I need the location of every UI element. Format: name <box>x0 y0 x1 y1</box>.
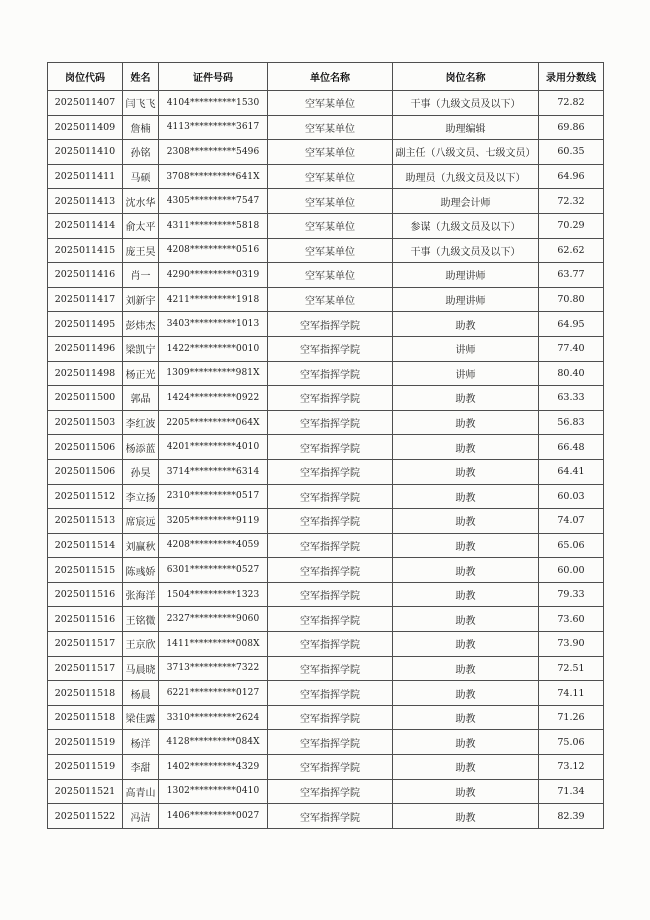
cell-score-line: 73.60 <box>539 607 604 632</box>
cell-position-code: 2025011496 <box>48 336 123 361</box>
cell-position-code: 2025011409 <box>48 115 123 140</box>
table-body <box>48 91 604 829</box>
cell-score-line: 72.51 <box>539 656 604 681</box>
cell-id-number: 2310**********0517 <box>159 484 268 509</box>
header-row <box>48 63 604 91</box>
cell-position-code: 2025011415 <box>48 238 123 263</box>
cell-position-code: 2025011417 <box>48 287 123 312</box>
cell-unit-name: 空军某单位 <box>268 238 393 263</box>
cell-position-name: 参谋（九级文员及以下） <box>393 213 539 238</box>
cell-position-code: 2025011512 <box>48 484 123 509</box>
recruitment-score-table <box>47 62 604 829</box>
cell-position-code: 2025011518 <box>48 681 123 706</box>
cell-id-number: 2308**********5496 <box>159 140 268 165</box>
cell-id-number: 4201**********4010 <box>159 435 268 460</box>
cell-id-number: 3310**********2624 <box>159 705 268 730</box>
cell-id-number: 1411**********008X <box>159 632 268 657</box>
cell-score-line: 64.96 <box>539 164 604 189</box>
cell-id-number: 4104**********1530 <box>159 91 268 116</box>
cell-unit-name: 空军指挥学院 <box>268 582 393 607</box>
cell-unit-name: 空军某单位 <box>268 189 393 214</box>
cell-position-code: 2025011522 <box>48 804 123 829</box>
cell-id-number: 4290**********0319 <box>159 263 268 288</box>
cell-name: 彭炜杰 <box>123 312 159 337</box>
cell-unit-name: 空军指挥学院 <box>268 607 393 632</box>
cell-score-line: 66.48 <box>539 435 604 460</box>
table-row <box>48 705 604 730</box>
cell-score-line: 63.77 <box>539 263 604 288</box>
cell-id-number: 4211**********1918 <box>159 287 268 312</box>
cell-score-line: 69.86 <box>539 115 604 140</box>
cell-name: 杨晨 <box>123 681 159 706</box>
cell-name: 王京欣 <box>123 632 159 657</box>
cell-id-number: 1402**********4329 <box>159 755 268 780</box>
table-row <box>48 164 604 189</box>
table-row <box>48 459 604 484</box>
cell-unit-name: 空军指挥学院 <box>268 705 393 730</box>
cell-position-name: 助教 <box>393 607 539 632</box>
cell-position-code: 2025011517 <box>48 632 123 657</box>
cell-position-name: 干事（九级文员及以下） <box>393 238 539 263</box>
cell-id-number: 1422**********0010 <box>159 336 268 361</box>
cell-position-code: 2025011416 <box>48 263 123 288</box>
cell-unit-name: 空军指挥学院 <box>268 459 393 484</box>
cell-name: 杨添蓝 <box>123 435 159 460</box>
cell-id-number: 4113**********3617 <box>159 115 268 140</box>
table-row <box>48 238 604 263</box>
cell-unit-name: 空军某单位 <box>268 263 393 288</box>
table-row <box>48 656 604 681</box>
cell-position-code: 2025011514 <box>48 533 123 558</box>
cell-score-line: 73.90 <box>539 632 604 657</box>
cell-score-line: 62.62 <box>539 238 604 263</box>
cell-score-line: 73.12 <box>539 755 604 780</box>
cell-id-number: 3205**********9119 <box>159 509 268 534</box>
header-score-line: 录用分数线 <box>539 63 604 91</box>
cell-score-line: 70.80 <box>539 287 604 312</box>
cell-unit-name: 空军指挥学院 <box>268 533 393 558</box>
cell-name: 马晨晓 <box>123 656 159 681</box>
cell-id-number: 2327**********9060 <box>159 607 268 632</box>
cell-position-name: 助理讲师 <box>393 263 539 288</box>
cell-position-name: 助教 <box>393 632 539 657</box>
cell-id-number: 1504**********1323 <box>159 582 268 607</box>
cell-id-number: 1424**********0922 <box>159 386 268 411</box>
cell-score-line: 71.34 <box>539 779 604 804</box>
cell-position-name: 助教 <box>393 386 539 411</box>
cell-id-number: 6221**********0127 <box>159 681 268 706</box>
cell-score-line: 72.82 <box>539 91 604 116</box>
cell-name: 席宸远 <box>123 509 159 534</box>
cell-position-name: 助教 <box>393 459 539 484</box>
table-row <box>48 115 604 140</box>
cell-position-name: 助理会计师 <box>393 189 539 214</box>
cell-position-name: 助教 <box>393 656 539 681</box>
cell-id-number: 3403**********1013 <box>159 312 268 337</box>
table-row <box>48 632 604 657</box>
cell-unit-name: 空军某单位 <box>268 213 393 238</box>
cell-name: 孙昊 <box>123 459 159 484</box>
table-row <box>48 287 604 312</box>
cell-name: 郭晶 <box>123 386 159 411</box>
header-unit-name: 单位名称 <box>268 63 393 91</box>
cell-name: 庞王昊 <box>123 238 159 263</box>
cell-id-number: 4305**********7547 <box>159 189 268 214</box>
table-row <box>48 755 604 780</box>
cell-name: 杨正光 <box>123 361 159 386</box>
cell-id-number: 4208**********4059 <box>159 533 268 558</box>
cell-position-code: 2025011515 <box>48 558 123 583</box>
table-row <box>48 558 604 583</box>
cell-name: 张海洋 <box>123 582 159 607</box>
cell-id-number: 3714**********6314 <box>159 459 268 484</box>
table-row <box>48 140 604 165</box>
table-row <box>48 730 604 755</box>
cell-name: 肖一 <box>123 263 159 288</box>
cell-position-name: 助教 <box>393 484 539 509</box>
table-row <box>48 804 604 829</box>
cell-unit-name: 空军指挥学院 <box>268 656 393 681</box>
table-row <box>48 533 604 558</box>
header-position-name: 岗位名称 <box>393 63 539 91</box>
cell-position-name: 讲师 <box>393 361 539 386</box>
cell-position-name: 助教 <box>393 312 539 337</box>
cell-name: 梁佳露 <box>123 705 159 730</box>
cell-position-code: 2025011519 <box>48 755 123 780</box>
table-row <box>48 91 604 116</box>
cell-position-code: 2025011521 <box>48 779 123 804</box>
cell-position-code: 2025011414 <box>48 213 123 238</box>
cell-score-line: 70.29 <box>539 213 604 238</box>
cell-unit-name: 空军指挥学院 <box>268 779 393 804</box>
cell-unit-name: 空军指挥学院 <box>268 336 393 361</box>
cell-unit-name: 空军某单位 <box>268 287 393 312</box>
cell-unit-name: 空军指挥学院 <box>268 804 393 829</box>
cell-name: 梁凯宁 <box>123 336 159 361</box>
cell-position-code: 2025011410 <box>48 140 123 165</box>
cell-name: 杨洋 <box>123 730 159 755</box>
cell-position-name: 助教 <box>393 755 539 780</box>
cell-name: 詹楠 <box>123 115 159 140</box>
cell-id-number: 3708**********641X <box>159 164 268 189</box>
cell-position-code: 2025011513 <box>48 509 123 534</box>
table-row <box>48 213 604 238</box>
cell-unit-name: 空军指挥学院 <box>268 755 393 780</box>
cell-position-code: 2025011407 <box>48 91 123 116</box>
header-id-number: 证件号码 <box>159 63 268 91</box>
cell-score-line: 71.26 <box>539 705 604 730</box>
cell-score-line: 64.95 <box>539 312 604 337</box>
cell-unit-name: 空军指挥学院 <box>268 312 393 337</box>
cell-position-name: 助理编辑 <box>393 115 539 140</box>
cell-unit-name: 空军某单位 <box>268 115 393 140</box>
cell-position-name: 助教 <box>393 533 539 558</box>
cell-id-number: 3713**********7322 <box>159 656 268 681</box>
cell-position-code: 2025011506 <box>48 459 123 484</box>
cell-id-number: 4128**********084X <box>159 730 268 755</box>
cell-unit-name: 空军指挥学院 <box>268 509 393 534</box>
cell-id-number: 1406**********0027 <box>159 804 268 829</box>
cell-position-name: 助教 <box>393 779 539 804</box>
cell-position-name: 助教 <box>393 681 539 706</box>
cell-position-code: 2025011411 <box>48 164 123 189</box>
cell-position-code: 2025011517 <box>48 656 123 681</box>
cell-position-name: 助教 <box>393 509 539 534</box>
cell-score-line: 56.83 <box>539 410 604 435</box>
cell-name: 陈彧娇 <box>123 558 159 583</box>
cell-name: 俞太平 <box>123 213 159 238</box>
cell-position-name: 助理讲师 <box>393 287 539 312</box>
cell-name: 冯洁 <box>123 804 159 829</box>
cell-name: 李红波 <box>123 410 159 435</box>
cell-unit-name: 空军某单位 <box>268 140 393 165</box>
cell-position-name: 助教 <box>393 582 539 607</box>
cell-position-name: 助理员（九级文员及以下） <box>393 164 539 189</box>
table-row <box>48 386 604 411</box>
cell-position-code: 2025011516 <box>48 582 123 607</box>
cell-position-code: 2025011500 <box>48 386 123 411</box>
table-row <box>48 484 604 509</box>
cell-position-name: 助教 <box>393 558 539 583</box>
cell-score-line: 63.33 <box>539 386 604 411</box>
cell-score-line: 74.11 <box>539 681 604 706</box>
cell-position-name: 干事（九级文员及以下） <box>393 91 539 116</box>
cell-name: 孙铭 <box>123 140 159 165</box>
cell-name: 李立扬 <box>123 484 159 509</box>
cell-position-code: 2025011516 <box>48 607 123 632</box>
cell-id-number: 1309**********981X <box>159 361 268 386</box>
cell-name: 闫飞飞 <box>123 91 159 116</box>
cell-score-line: 74.07 <box>539 509 604 534</box>
cell-name: 马硕 <box>123 164 159 189</box>
table-row <box>48 312 604 337</box>
table-header <box>48 63 604 91</box>
cell-unit-name: 空军指挥学院 <box>268 386 393 411</box>
header-name: 姓名 <box>123 63 159 91</box>
cell-score-line: 82.39 <box>539 804 604 829</box>
cell-position-code: 2025011518 <box>48 705 123 730</box>
table-row <box>48 263 604 288</box>
cell-score-line: 65.06 <box>539 533 604 558</box>
header-position-code: 岗位代码 <box>48 63 123 91</box>
table-row <box>48 681 604 706</box>
cell-score-line: 60.35 <box>539 140 604 165</box>
cell-name: 高青山 <box>123 779 159 804</box>
cell-score-line: 60.00 <box>539 558 604 583</box>
cell-unit-name: 空军某单位 <box>268 91 393 116</box>
cell-score-line: 80.40 <box>539 361 604 386</box>
cell-name: 王铭微 <box>123 607 159 632</box>
cell-name: 刘赢秋 <box>123 533 159 558</box>
cell-position-name: 副主任（八级文员、七级文员） <box>393 140 539 165</box>
cell-id-number: 6301**********0527 <box>159 558 268 583</box>
cell-position-name: 助教 <box>393 705 539 730</box>
cell-score-line: 60.03 <box>539 484 604 509</box>
cell-score-line: 75.06 <box>539 730 604 755</box>
cell-position-name: 助教 <box>393 410 539 435</box>
cell-unit-name: 空军某单位 <box>268 164 393 189</box>
cell-position-code: 2025011413 <box>48 189 123 214</box>
cell-unit-name: 空军指挥学院 <box>268 632 393 657</box>
cell-id-number: 4208**********0516 <box>159 238 268 263</box>
table-row <box>48 189 604 214</box>
cell-position-code: 2025011503 <box>48 410 123 435</box>
cell-unit-name: 空军指挥学院 <box>268 681 393 706</box>
cell-id-number: 1302**********0410 <box>159 779 268 804</box>
cell-position-code: 2025011498 <box>48 361 123 386</box>
table-row <box>48 410 604 435</box>
cell-name: 刘新宇 <box>123 287 159 312</box>
table-row <box>48 435 604 460</box>
cell-position-name: 助教 <box>393 730 539 755</box>
cell-position-name: 助教 <box>393 435 539 460</box>
table-row <box>48 336 604 361</box>
table-row <box>48 361 604 386</box>
cell-position-name: 助教 <box>393 804 539 829</box>
table-row <box>48 582 604 607</box>
cell-unit-name: 空军指挥学院 <box>268 410 393 435</box>
table-row <box>48 779 604 804</box>
cell-name: 沈水华 <box>123 189 159 214</box>
cell-id-number: 4311**********5818 <box>159 213 268 238</box>
cell-id-number: 2205**********064X <box>159 410 268 435</box>
cell-score-line: 79.33 <box>539 582 604 607</box>
cell-unit-name: 空军指挥学院 <box>268 484 393 509</box>
cell-unit-name: 空军指挥学院 <box>268 558 393 583</box>
cell-position-code: 2025011495 <box>48 312 123 337</box>
cell-position-code: 2025011506 <box>48 435 123 460</box>
cell-score-line: 72.32 <box>539 189 604 214</box>
cell-unit-name: 空军指挥学院 <box>268 730 393 755</box>
cell-position-name: 讲师 <box>393 336 539 361</box>
cell-score-line: 77.40 <box>539 336 604 361</box>
cell-score-line: 64.41 <box>539 459 604 484</box>
cell-name: 李甜 <box>123 755 159 780</box>
cell-position-code: 2025011519 <box>48 730 123 755</box>
table-row <box>48 509 604 534</box>
table-row <box>48 607 604 632</box>
cell-unit-name: 空军指挥学院 <box>268 435 393 460</box>
cell-unit-name: 空军指挥学院 <box>268 361 393 386</box>
